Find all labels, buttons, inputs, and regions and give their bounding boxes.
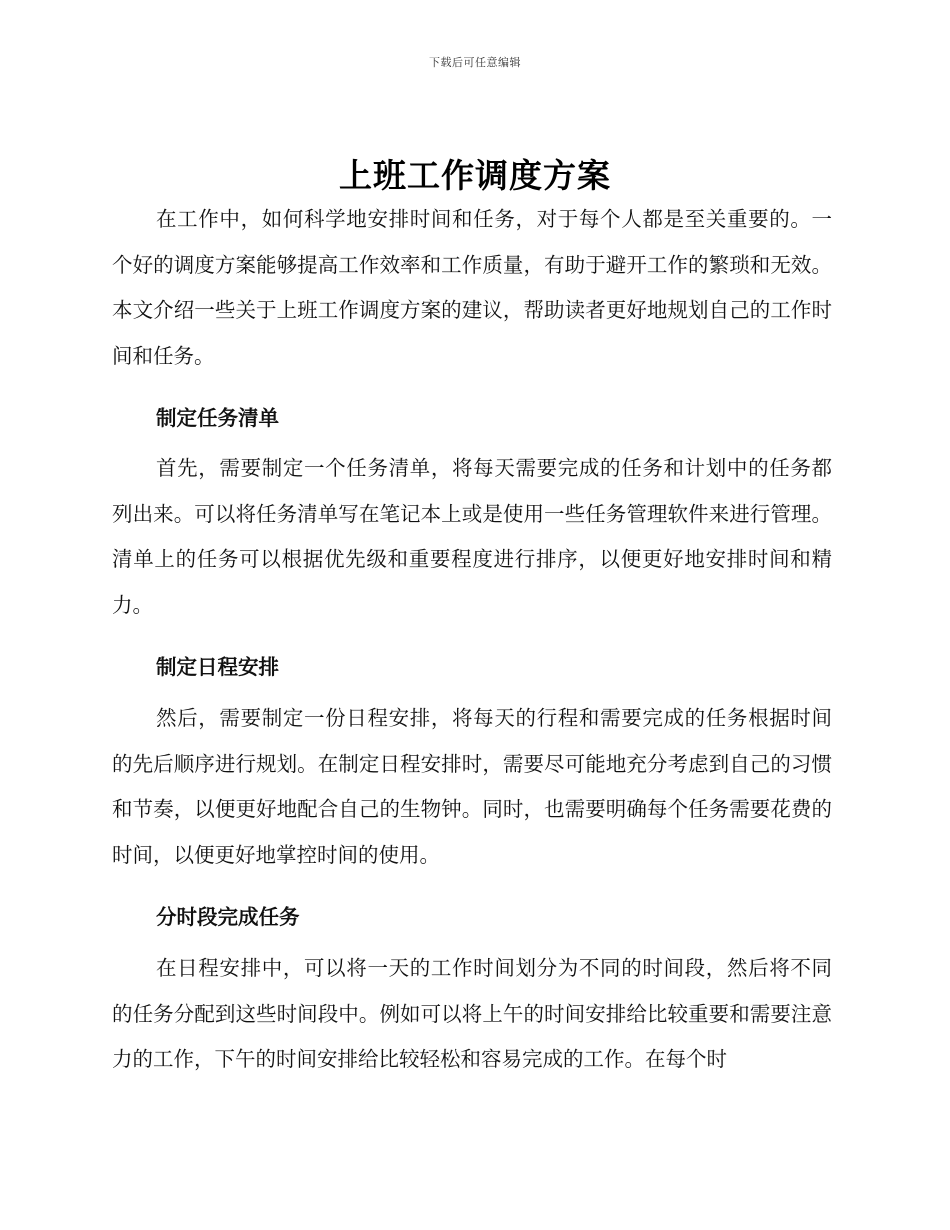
section-paragraph-time-blocks: 在日程安排中，可以将一天的工作时间划分为不同的时间段，然后将不同的任务分配到这些时间段中。例如可以将上午的时间安排给比较重要和需要注意力的工作，下午的时间安排给比较轻松和容易完成的工作。在每个时 xyxy=(112,956,832,1071)
page-header-note: 下载后可任意编辑 xyxy=(429,56,521,69)
section-heading-time-blocks: 分时段完成任务 xyxy=(156,905,300,929)
document-title: 上班工作调度方案 xyxy=(339,156,611,195)
section-paragraph-schedule: 然后，需要制定一份日程安排，将每天的行程和需要完成的任务根据时间的先后顺序进行规划。在制定日程安排时，需要尽可能地充分考虑到自己的习惯和节奏，以便更好地配合自己的生物钟。同时，也需要明确每个任务需要花费的时间，以便更好地掌控时间的使用。 xyxy=(112,706,832,867)
intro-paragraph: 在工作中，如何科学地安排时间和任务，对于每个人都是至关重要的。一个好的调度方案能够提高工作效率和工作质量，有助于避开工作的繁琐和无效。本文介绍一些关于上班工作调度方案的建议，帮助读者更好地规划自己的工作时间和任务。 xyxy=(112,207,832,368)
section-heading-schedule: 制定日程安排 xyxy=(156,655,279,679)
section-paragraph-task-list: 首先，需要制定一个任务清单，将每天需要完成的任务和计划中的任务都列出来。可以将任务清单写在笔记本上或是使用一些任务管理软件来进行管理。清单上的任务可以根据优先级和重要程度进行排序，以便更好地安排时间和精力。 xyxy=(112,456,832,617)
section-heading-task-list: 制定任务清单 xyxy=(156,406,279,430)
